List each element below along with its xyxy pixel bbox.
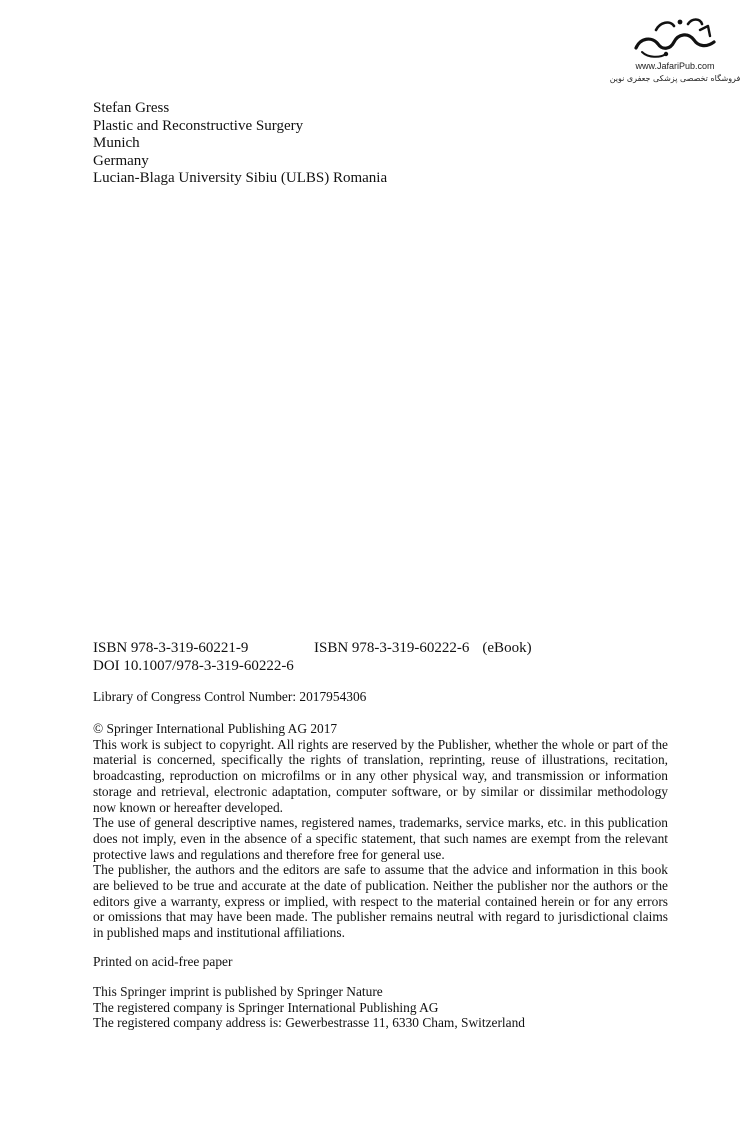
logo-tagline: فروشگاه تخصصی پزشکی جعفری نوین <box>609 74 741 83</box>
author-name: Stefan Gress <box>93 100 170 116</box>
isbn-print: ISBN 978-3-319-60221-9 <box>93 640 249 656</box>
legal-paragraph-trademarks: The use of general descriptive names, registered names, trademarks, service marks, etc. in this publication does not imply, even in the absence of a specific statement, that such names are exempt from the relevant protective laws and regulations and therefore free for general use. <box>93 815 668 862</box>
isbn-ebook-format: (eBook) <box>482 640 532 656</box>
legal-paragraph-copyright: This work is subject to copyright. All rights are reserved by the Publisher, whether the whole or part of the material is concerned, specifically the rights of translation, reprinting, reuse of illustrations, recitation, broadcasting, reproduction on microfilms or in any other physical way, and transmission or information storage and retrieval, electronic adaptation, computer software, or by similar or dissimilar methodology now known or hereafter developed. <box>93 736 668 815</box>
imprint-block <box>93 984 525 1031</box>
isbn-block <box>93 640 532 675</box>
author-city: Munich <box>93 135 140 151</box>
publisher-logo <box>606 16 744 100</box>
imprint-line: This Springer imprint is published by Springer Nature <box>93 984 383 999</box>
author-university: Lucian-Blaga University Sibiu (ULBS) Romania <box>93 170 388 186</box>
logo-url: www.JafariPub.com <box>635 61 715 71</box>
legal-paragraph-disclaimer: The publisher, the authors and the editors are safe to assume that the advice and information in this book are believed to be true and accurate at the date of publication. Neither the publisher nor the authors or the editors give a warranty, express or implied, with respect to the material contained herein or for any errors or omissions that may have been made. The publisher remains neutral with regard to jurisdictional claims in published maps and institutional affiliations. <box>93 862 668 941</box>
isbn-ebook: ISBN 978-3-319-60222-6 <box>314 640 470 656</box>
author-address <box>93 100 387 188</box>
paper-note: Printed on acid-free paper <box>93 954 233 969</box>
jafaripub-logo-icon <box>630 16 720 60</box>
imprint-line: The registered company is Springer International Publishing AG <box>93 999 439 1015</box>
doi: DOI 10.1007/978-3-319-60222-6 <box>93 657 294 674</box>
imprint-line: The registered company address is: Gewerbestrasse 11, 6330 Cham, Switzerland <box>93 1015 525 1031</box>
isbn-row <box>93 640 532 658</box>
legal-notice <box>93 721 668 941</box>
author-country: Germany <box>93 152 149 169</box>
lccn: Library of Congress Control Number: 2017954306 <box>93 689 367 704</box>
author-department: Plastic and Reconstructive Surgery <box>93 117 304 134</box>
copyright-line: © Springer International Publishing AG 2017 <box>93 721 338 736</box>
